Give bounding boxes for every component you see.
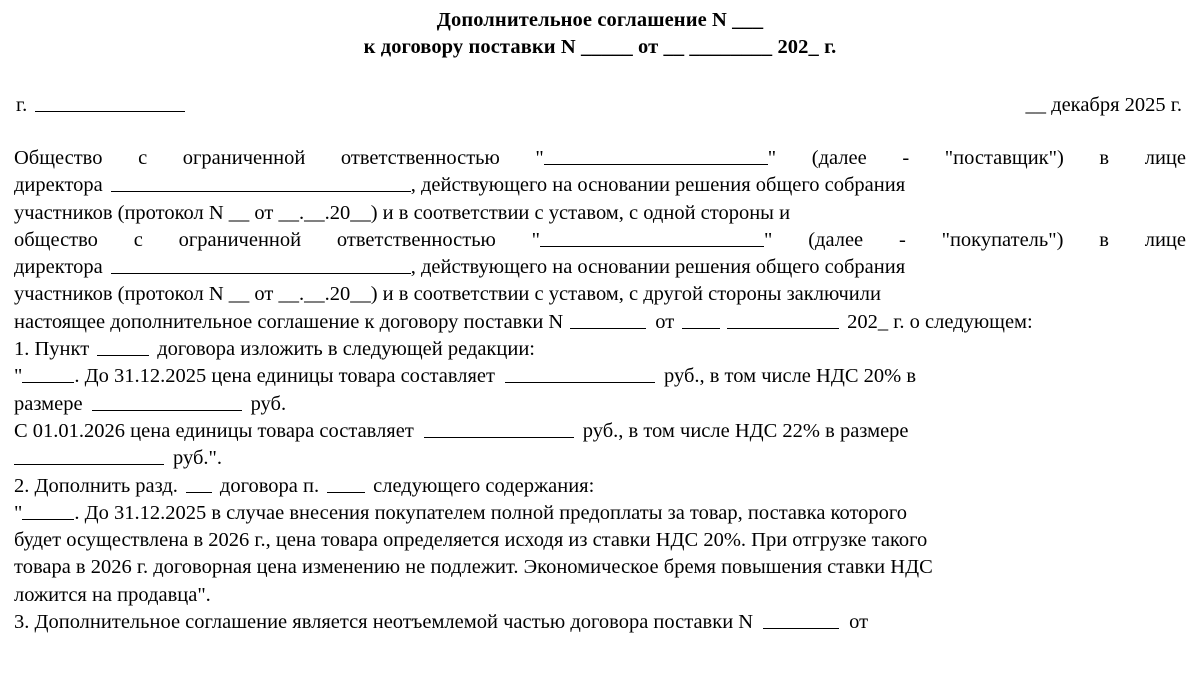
buyer-name-blank[interactable] [540, 229, 764, 247]
clause-3-prefix: 3. Дополнительное соглашение является неотъемлемой частью договора поставки N [14, 611, 754, 634]
place-blank[interactable] [35, 94, 185, 112]
clause-1-rub-label: руб. [250, 392, 287, 415]
clause-1-amount-label: размере [14, 392, 83, 415]
buyer-line-1-prefix: общество с ограниченной ответственностью " [14, 228, 541, 251]
buyer-line-1-suffix: " (далее - "покупатель") в лице [764, 228, 1186, 251]
clause-3-line [14, 609, 1186, 636]
preamble-day-blank[interactable] [682, 311, 720, 329]
clause-1-price-2025-blank[interactable] [505, 366, 655, 384]
clause-2-body-line-1 [14, 500, 1186, 527]
clause-2-heading-middle: договора п. [219, 474, 320, 497]
document-title-line-1: Дополнительное соглашение N ___ [436, 9, 764, 31]
clause-1-item-blank[interactable] [97, 338, 149, 356]
buyer-line-1 [14, 227, 1186, 254]
supplier-line-1-suffix: " (далее - "поставщик") в лице [767, 147, 1186, 169]
clause-2-subitem-blank[interactable] [22, 502, 74, 520]
clause-1-heading [14, 336, 1186, 363]
clause-1-price-2026-blank[interactable] [424, 420, 574, 438]
buyer-line-3: участников (протокол N __ от __.__.20__) и в соответствии с уставом, с другой стороны заключили [14, 283, 881, 306]
clause-1-vat-2026-blank[interactable] [14, 447, 164, 465]
clause-1-quote-open: " [14, 365, 23, 388]
clause-1-heading-suffix: договора изложить в следующей редакции: [157, 338, 535, 361]
clause-2-quote-open: " [14, 501, 23, 524]
clause-1-quote-line-1 [14, 363, 1186, 390]
clause-1-p1-prefix: . До 31.12.2025 цена единицы товара составляет [74, 365, 495, 388]
clause-1-p1-suffix: руб., в том числе НДС 20% в [663, 365, 917, 388]
clause-2-body-text-1: . До 31.12.2025 в случае внесения покупателем полной предоплаты за товар, поставка которого [74, 501, 908, 524]
document-body [14, 145, 1186, 636]
supplier-director-blank[interactable] [111, 175, 411, 193]
place-field [14, 92, 185, 119]
preamble-from-label: от [655, 310, 675, 333]
supplier-line-2 [14, 172, 1186, 199]
clause-1-p2-prefix: С 01.01.2026 цена единицы товара составляет [14, 419, 414, 442]
clause-2-heading-suffix: следующего содержания: [373, 474, 595, 497]
preamble-suffix: 202_ г. о следующем: [847, 310, 1033, 333]
clause-2 [14, 473, 1186, 609]
buyer-paragraph [14, 227, 1186, 309]
clause-1-quote-line-3 [14, 418, 1186, 445]
preamble-contract-number-blank[interactable] [570, 311, 646, 329]
clause-2-heading [14, 473, 1186, 500]
clause-2-body-line-2: будет осуществлена в 2026 г., цена товара определяется исходя из ставки НДС 20%. При отгрузке такого [14, 529, 928, 552]
clause-1 [14, 336, 1186, 472]
clause-2-section-blank[interactable] [186, 475, 212, 493]
clause-3-contract-number-blank[interactable] [763, 611, 839, 629]
supplier-line-2-suffix: , действующего на основании решения общего собрания [410, 174, 906, 197]
clause-1-quote-line-4 [14, 445, 1186, 472]
preamble-month-blank[interactable] [727, 311, 839, 329]
buyer-director-blank[interactable] [111, 256, 411, 274]
place-and-date-row [14, 92, 1186, 119]
supplier-director-label: директора [14, 174, 103, 197]
clause-1-vat-2025-blank[interactable] [92, 393, 242, 411]
supplier-line-3: участников (протокол N __ от __.__.20__) и в соответствии с уставом, с одной стороны и [14, 201, 791, 224]
clause-2-heading-prefix: 2. Дополнить разд. [14, 474, 178, 497]
clause-1-p2-suffix: руб.". [173, 447, 223, 470]
date-field: __ декабря 2025 г. [1025, 94, 1182, 116]
buyer-line-2-suffix: , действующего на основании решения общего собрания [410, 256, 906, 279]
preamble-paragraph [14, 309, 1186, 336]
place-label: г. [16, 94, 28, 116]
clause-2-body-line-3: товара в 2026 г. договорная цена изменению не подлежит. Экономическое бремя повышения ставки НДС [14, 556, 933, 579]
supplier-name-blank[interactable] [544, 147, 768, 165]
supplier-line-1 [14, 145, 1186, 172]
clause-2-body-line-4: ложится на продавца". [14, 583, 211, 606]
clause-3 [14, 609, 1186, 636]
clause-3-from-label: от [849, 611, 869, 634]
supplier-paragraph [14, 145, 1186, 227]
document-title-line-2: к договору поставки N _____ от __ ________ 202_ г. [363, 36, 837, 58]
clause-1-heading-prefix: 1. Пункт [14, 338, 90, 361]
clause-1-p2-middle: руб., в том числе НДС 22% в размере [582, 419, 909, 442]
preamble-prefix: настоящее дополнительное соглашение к договору поставки N [14, 310, 564, 333]
clause-1-subitem-blank[interactable] [22, 366, 74, 384]
buyer-line-2 [14, 254, 1186, 281]
supplier-line-1-prefix: Общество с ограниченной ответственностью " [14, 147, 544, 169]
preamble-line [14, 309, 1186, 336]
document-title-block [14, 0, 1186, 61]
clause-1-quote-line-2 [14, 391, 1186, 418]
clause-2-point-blank[interactable] [327, 475, 365, 493]
buyer-director-label: директора [14, 256, 103, 279]
